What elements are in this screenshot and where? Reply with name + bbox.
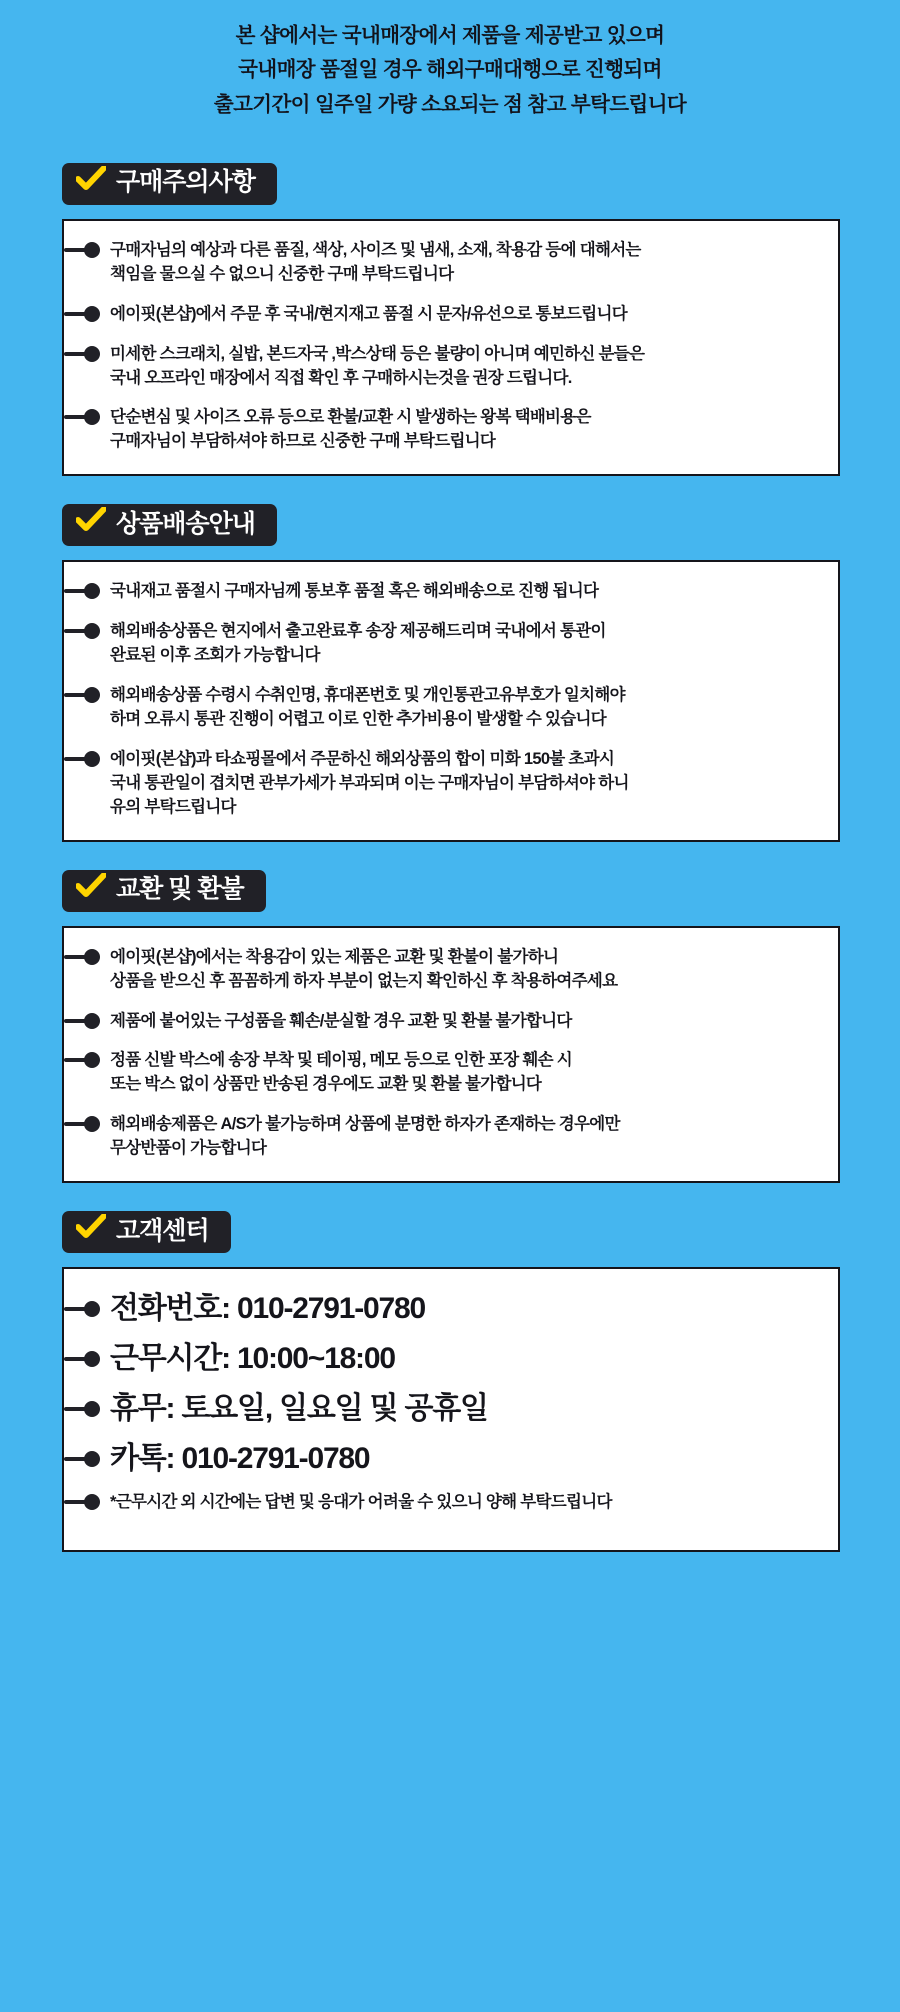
list-item bbox=[110, 303, 812, 327]
contact-phone bbox=[110, 1291, 812, 1327]
contact-note bbox=[110, 1491, 812, 1514]
list-item-line: 상품을 받으신 후 꼼꼼하게 하자 부분이 없는지 확인하신 후 착용하여주세요 bbox=[110, 971, 618, 990]
section-title: 구매주의사항 bbox=[116, 168, 255, 197]
section-content bbox=[62, 560, 840, 841]
list-item bbox=[110, 946, 812, 994]
content-box bbox=[62, 1267, 840, 1552]
list-item bbox=[110, 1010, 812, 1034]
list-item bbox=[110, 239, 812, 287]
section-heading bbox=[0, 1211, 900, 1253]
contact-holiday bbox=[110, 1391, 812, 1427]
bullet-icon bbox=[64, 306, 100, 322]
section-heading bbox=[0, 870, 900, 912]
section-heading-pill bbox=[62, 163, 277, 205]
bullet-icon bbox=[64, 1494, 100, 1510]
list-item bbox=[110, 580, 812, 604]
section-customer-center bbox=[0, 1211, 900, 1552]
list-item bbox=[110, 406, 812, 454]
bullet-icon bbox=[64, 346, 100, 362]
bullet-icon bbox=[64, 242, 100, 258]
contact-kakao bbox=[110, 1441, 812, 1477]
section-exchange-refund bbox=[0, 870, 900, 1183]
section-heading-pill bbox=[62, 1211, 231, 1253]
section-shipping-info bbox=[0, 504, 900, 841]
list-item-line: 해외배송상품 수령시 수취인명, 휴대폰번호 및 개인통관고유부호가 일치해야 bbox=[110, 686, 625, 705]
bullet-icon bbox=[64, 583, 100, 599]
bullet-icon bbox=[64, 1351, 100, 1367]
list-item-line: 미세한 스크래치, 실밥, 본드자국 ,박스상태 등은 불량이 아니며 예민하신 분들은 bbox=[110, 344, 645, 363]
contact-holiday-text: 휴무: 토요일, 일요일 및 공휴일 bbox=[110, 1392, 488, 1426]
list-item-line: 또는 박스 없이 상품만 반송된 경우에도 교환 및 환불 불가합니다 bbox=[110, 1075, 542, 1094]
bullet-icon bbox=[64, 1052, 100, 1068]
top-notice bbox=[0, 0, 900, 135]
list-item bbox=[110, 1113, 812, 1161]
notice-line: 국내매장 품절일 경우 해외구매대행으로 진행되며 bbox=[238, 58, 662, 82]
check-icon bbox=[76, 166, 106, 192]
contact-hours bbox=[110, 1341, 812, 1377]
list-item-line: 제품에 붙어있는 구성품을 훼손/분실할 경우 교환 및 환불 불가합니다 bbox=[110, 1011, 572, 1030]
notice-line: 출고기간이 일주일 가량 소요되는 점 참고 부탁드립니다 bbox=[213, 92, 687, 116]
list-item-line: 에이핏(본샵)과 타쇼핑몰에서 주문하신 해외상품의 합이 미화 150불 초과시 bbox=[110, 749, 615, 768]
bullet-icon bbox=[64, 1301, 100, 1317]
content-box bbox=[62, 926, 840, 1183]
bullet-icon bbox=[64, 623, 100, 639]
section-title: 상품배송안내 bbox=[116, 509, 255, 538]
bullet-icon bbox=[64, 949, 100, 965]
list-item-line: 정품 신발 박스에 송장 부착 및 테이핑, 메모 등으로 인한 포장 훼손 시 bbox=[110, 1051, 572, 1070]
bullet-icon bbox=[64, 1451, 100, 1467]
bullet-icon bbox=[64, 1013, 100, 1029]
bullet-icon bbox=[64, 1116, 100, 1132]
list-item-line: 해외배송상품은 현지에서 출고완료후 송장 제공해드리며 국내에서 통관이 bbox=[110, 622, 606, 641]
list-item-line: 무상반품이 가능합니다 bbox=[110, 1139, 267, 1158]
section-content bbox=[62, 219, 840, 476]
contact-note-text: *근무시간 외 시간에는 답변 및 응대가 어려울 수 있으니 양해 부탁드립니다 bbox=[110, 1493, 612, 1512]
check-icon bbox=[76, 1214, 106, 1240]
content-box bbox=[62, 560, 840, 841]
contact-hours-text: 근무시간: 10:00~18:00 bbox=[110, 1342, 395, 1376]
list-item-line: 완료된 이후 조회가 가능합니다 bbox=[110, 646, 320, 665]
list-item-line: 유의 부탁드립니다 bbox=[110, 797, 236, 816]
notice-line: 본 샵에서는 국내매장에서 제품을 제공받고 있으며 bbox=[235, 24, 665, 47]
section-heading-pill bbox=[62, 504, 277, 546]
bullet-icon bbox=[64, 751, 100, 767]
section-purchase-notice bbox=[0, 163, 900, 476]
list-item bbox=[110, 620, 812, 668]
list-item-line: 구매자님이 부담하셔야 하므로 신중한 구매 부탁드립니다 bbox=[110, 432, 496, 451]
list-item-line: 해외배송제품은 A/S가 불가능하며 상품에 분명한 하자가 존재하는 경우에만 bbox=[110, 1115, 620, 1134]
list-item bbox=[110, 684, 812, 732]
bullet-icon bbox=[64, 409, 100, 425]
section-heading bbox=[0, 504, 900, 546]
list-item-line: 국내재고 품절시 구매자님께 통보후 품절 혹은 해외배송으로 진행 됩니다 bbox=[110, 582, 599, 601]
section-heading bbox=[0, 163, 900, 205]
list-item-line: 국내 오프라인 매장에서 직접 확인 후 구매하시는것을 권장 드립니다. bbox=[110, 368, 572, 387]
list-item bbox=[110, 343, 812, 391]
bullet-icon bbox=[64, 1401, 100, 1417]
list-item-line: 책임을 물으실 수 없으니 신중한 구매 부탁드립니다 bbox=[110, 264, 454, 283]
list-item-line: 하며 오류시 통관 진행이 어렵고 이로 인한 추가비용이 발생할 수 있습니다 bbox=[110, 709, 607, 728]
section-title: 교환 및 환불 bbox=[116, 875, 244, 904]
content-box bbox=[62, 219, 840, 476]
section-heading-pill bbox=[62, 870, 266, 912]
list-item-line: 국내 통관일이 겹치면 관부가세가 부과되며 이는 구매자님이 부담하셔야 하니 bbox=[110, 773, 629, 792]
check-icon bbox=[76, 873, 106, 899]
list-item bbox=[110, 748, 812, 820]
contact-phone-text: 전화번호: 010-2791-0780 bbox=[110, 1292, 425, 1326]
section-content bbox=[62, 1267, 840, 1552]
list-item-line: 에이핏(본샵)에서 주문 후 국내/현지재고 품절 시 문자/유선으로 통보드립니다 bbox=[110, 304, 627, 323]
section-title: 고객센터 bbox=[116, 1216, 209, 1245]
section-content bbox=[62, 926, 840, 1183]
list-item-line: 구매자님의 예상과 다른 품질, 색상, 사이즈 및 냄새, 소재, 착용감 등에 대해서는 bbox=[110, 240, 641, 259]
check-icon bbox=[76, 507, 106, 533]
contact-kakao-text: 카톡: 010-2791-0780 bbox=[110, 1442, 370, 1476]
list-item-line: 에이핏(본샵)에서는 착용감이 있는 제품은 교환 및 환불이 불가하니 bbox=[110, 947, 559, 966]
bullet-icon bbox=[64, 687, 100, 703]
list-item-line: 단순변심 및 사이즈 오류 등으로 환불/교환 시 발생하는 왕복 택배비용은 bbox=[110, 408, 591, 427]
list-item bbox=[110, 1049, 812, 1097]
